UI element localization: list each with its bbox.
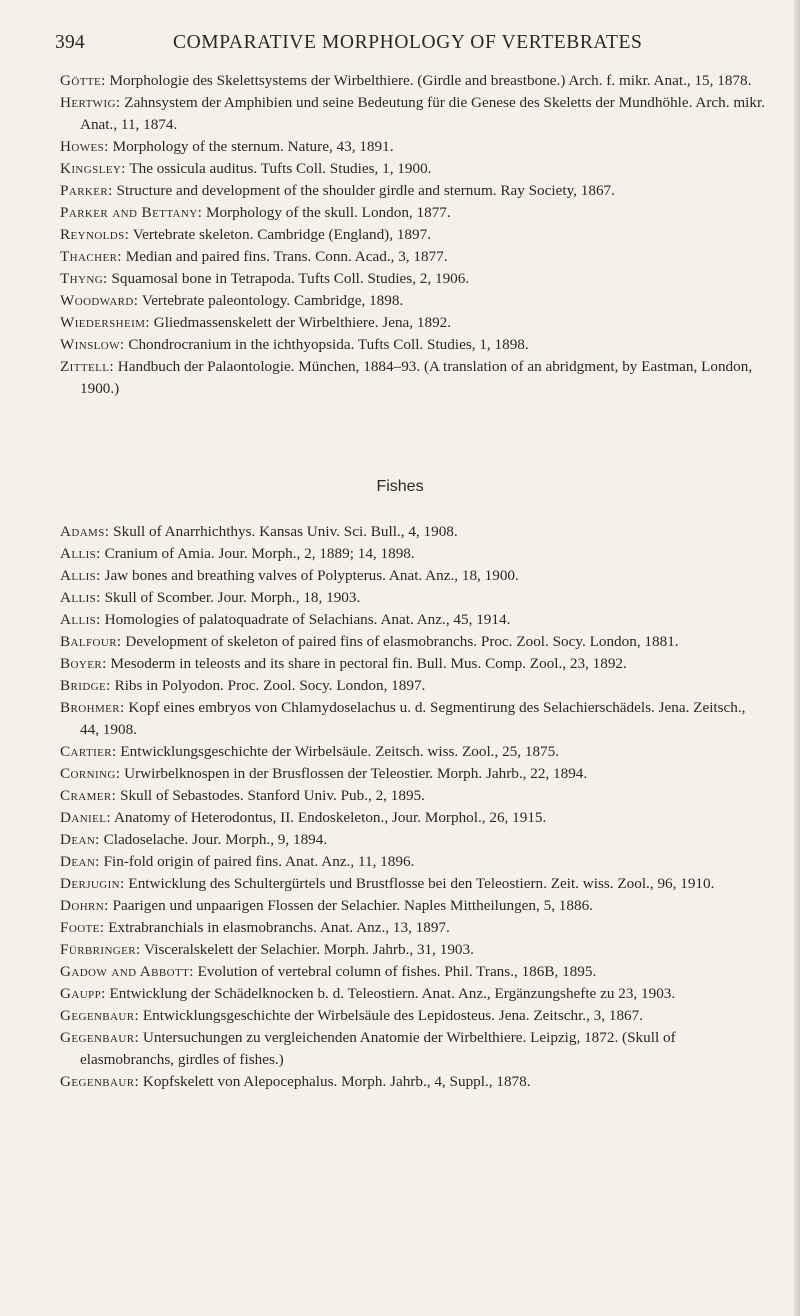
- reference-text: Structure and development of the shoulder girdle and sternum. Ray Society, 1867.: [116, 182, 615, 199]
- reference-text: Ribs in Polyodon. Proc. Zool. Socy. London, 1897.: [114, 677, 426, 694]
- reference-entry: [60, 246, 765, 268]
- reference-entry: [60, 609, 765, 631]
- reference-author: Thacher:: [60, 248, 122, 265]
- reference-author: Gegenbaur:: [60, 1007, 140, 1024]
- reference-author: Hertwig:: [60, 94, 121, 111]
- reference-author: Parker and Bettany:: [60, 204, 203, 221]
- reference-author: Woodward:: [60, 292, 139, 309]
- reference-entry: [60, 356, 765, 400]
- reference-entry: [60, 290, 765, 312]
- reference-text: Homologies of palatoquadrate of Selachians. Anat. Anz., 45, 1914.: [104, 611, 511, 628]
- reference-text: Jaw bones and breathing valves of Polypterus. Anat. Anz., 18, 1900.: [104, 567, 519, 584]
- running-header: [55, 32, 745, 54]
- reference-entry: [60, 180, 765, 202]
- section-heading: Fishes: [376, 478, 424, 495]
- reference-text: Entwicklung des Schultergürtels und Brustflosse bei den Teleostiern. Zeit. wiss. Zool., 96, 1910.: [128, 875, 715, 892]
- reference-entry: [60, 312, 765, 334]
- reference-text: Cladoselache. Jour. Morph., 9, 1894.: [103, 831, 328, 848]
- reference-author: Allis:: [60, 589, 101, 606]
- reference-text: Morphology of the sternum. Nature, 43, 1891.: [112, 138, 394, 155]
- reference-entry: [60, 873, 765, 895]
- reference-text: Kopf eines embryos von Chlamydoselachus u. d. Segmentirung des Selachierschädels. Jena. Zeitsch., 44, 1908.: [80, 699, 746, 738]
- reference-entry: [60, 136, 765, 158]
- reference-text: Vertebrate paleontology. Cambridge, 1898.: [141, 292, 404, 309]
- reference-author: Gegenbaur:: [60, 1073, 140, 1090]
- reference-entry: [60, 224, 765, 246]
- reference-entry: [60, 917, 765, 939]
- reference-entry: [60, 961, 765, 983]
- reference-author: Winslow:: [60, 336, 125, 353]
- page-number: 394: [55, 32, 85, 53]
- reference-text: Skull of Sebastodes. Stanford Univ. Pub., 2, 1895.: [120, 787, 425, 804]
- reference-text: Morphology of the skull. London, 1877.: [206, 204, 451, 221]
- reference-text: Paarigen und unpaarigen Flossen der Selachier. Naples Mittheilungen, 5, 1886.: [112, 897, 593, 914]
- reference-text: Fin-fold origin of paired fins. Anat. Anz., 11, 1896.: [103, 853, 415, 870]
- reference-text: Skull of Anarrhichthys. Kansas Univ. Sci. Bull., 4, 1908.: [113, 523, 458, 540]
- reference-author: Howes:: [60, 138, 109, 155]
- reference-entry: [60, 521, 765, 543]
- reference-author: Dean:: [60, 831, 100, 848]
- reference-entry: [60, 851, 765, 873]
- page-edge-shadow: [794, 0, 800, 1316]
- reference-author: Zittell:: [60, 358, 114, 375]
- reference-entry: [60, 631, 765, 653]
- reference-author: Kingsley:: [60, 160, 126, 177]
- reference-entry: [60, 983, 765, 1005]
- reference-author: Parker:: [60, 182, 113, 199]
- reference-text: Development of skeleton of paired fins of elasmobranchs. Proc. Zool. Socy. London, 1881.: [125, 633, 679, 650]
- reference-entry: [60, 1071, 765, 1093]
- reference-text: Evolution of vertebral column of fishes. Phil. Trans., 186B, 1895.: [197, 963, 597, 980]
- reference-author: Brohmer:: [60, 699, 125, 716]
- reference-entry: [60, 697, 765, 741]
- reference-author: Gegenbaur:: [60, 1029, 140, 1046]
- reference-author: Cramer:: [60, 787, 117, 804]
- reference-author: Dean:: [60, 853, 100, 870]
- reference-author: Fürbringer:: [60, 941, 141, 958]
- reference-entry: [60, 785, 765, 807]
- reference-text: Median and paired fins. Trans. Conn. Acad., 3, 1877.: [125, 248, 448, 265]
- reference-text: Urwirbelknospen in der Brusflossen der Teleostier. Morph. Jahrb., 22, 1894.: [124, 765, 588, 782]
- reference-text: Handbuch der Palaontologie. München, 1884–93. (A translation of an abridgment, by Eastman, London, 1900.): [80, 358, 753, 397]
- reference-entry: [60, 895, 765, 917]
- reference-text: Entwicklungsgeschichte der Wirbelsäule. Zeitsch. wiss. Zool., 25, 1875.: [120, 743, 560, 760]
- reference-author: Götte:: [60, 72, 106, 89]
- reference-author: Corning:: [60, 765, 121, 782]
- reference-entry: [60, 829, 765, 851]
- reference-entry: [60, 543, 765, 565]
- reference-text: Mesoderm in teleosts and its share in pectoral fin. Bull. Mus. Comp. Zool., 23, 1892.: [110, 655, 627, 672]
- reference-text: Skull of Scomber. Jour. Morph., 18, 1903.: [104, 589, 361, 606]
- reference-entry: [60, 92, 765, 136]
- reference-text: Zahnsystem der Amphibien und seine Bedeutung für die Genese des Skeletts der Mundhöhle. Arch. mikr. Anat., 11, 1874.: [80, 94, 765, 133]
- reference-text: Squamosal bone in Tetrapoda. Tufts Coll. Studies, 2, 1906.: [111, 270, 470, 287]
- reference-entry: [60, 939, 765, 961]
- reference-text: Chondrocranium in the ichthyopsida. Tufts Coll. Studies, 1, 1898.: [128, 336, 529, 353]
- reference-author: Cartier:: [60, 743, 117, 760]
- reference-entry: [60, 587, 765, 609]
- reference-author: Daniel:: [60, 809, 111, 826]
- reference-author: Boyer:: [60, 655, 107, 672]
- reference-author: Allis:: [60, 545, 101, 562]
- reference-entry: [60, 334, 765, 356]
- reference-entry: [60, 675, 765, 697]
- reference-entry: [60, 807, 765, 829]
- reference-text: Entwicklung der Schädelknocken b. d. Teleostiern. Anat. Anz., Ergänzungshefte zu 23, 1903.: [109, 985, 676, 1002]
- reference-text: Extrabranchials in elasmobranchs. Anat. Anz., 13, 1897.: [108, 919, 450, 936]
- reference-text: Gliedmassenskelett der Wirbelthiere. Jena, 1892.: [153, 314, 452, 331]
- reference-entry: [60, 1027, 765, 1071]
- running-title: COMPARATIVE MORPHOLOGY OF VERTEBRATES: [173, 32, 643, 53]
- reference-text: Kopfskelett von Alepocephalus. Morph. Jahrb., 4, Suppl., 1878.: [142, 1073, 531, 1090]
- reference-entry: [60, 202, 765, 224]
- reference-author: Foote:: [60, 919, 105, 936]
- reference-author: Thyng:: [60, 270, 108, 287]
- reference-text: Visceralskelett der Selachier. Morph. Jahrb., 31, 1903.: [144, 941, 474, 958]
- reference-text: The ossicula auditus. Tufts Coll. Studies, 1, 1900.: [129, 160, 432, 177]
- reference-author: Wiedersheim:: [60, 314, 150, 331]
- reference-entry: [60, 565, 765, 587]
- reference-entry: [60, 1005, 765, 1027]
- reference-entry: [60, 158, 765, 180]
- reference-entry: [60, 763, 765, 785]
- reference-text: Morphologie des Skelettsystems der Wirbelthiere. (Girdle and breastbone.) Arch. f. mikr. Anat., 15, 1878.: [109, 72, 752, 89]
- reference-author: Reynolds:: [60, 226, 130, 243]
- reference-author: Allis:: [60, 611, 101, 628]
- reference-list-general: [60, 70, 765, 400]
- reference-author: Balfour:: [60, 633, 122, 650]
- reference-author: Adams:: [60, 523, 110, 540]
- reference-text: Vertebrate skeleton. Cambridge (England), 1897.: [132, 226, 431, 243]
- reference-entry: [60, 268, 765, 290]
- reference-entry: [60, 653, 765, 675]
- reference-text: Entwicklungsgeschichte der Wirbelsäule des Lepidosteus. Jena. Zeitschr., 3, 1867.: [142, 1007, 644, 1024]
- reference-text: Anatomy of Heterodontus, II. Endoskeleton., Jour. Morphol., 26, 1915.: [113, 809, 547, 826]
- reference-author: Allis:: [60, 567, 101, 584]
- reference-list-fishes: [60, 521, 765, 1093]
- reference-text: Cranium of Amia. Jour. Morph., 2, 1889; 14, 1898.: [104, 545, 415, 562]
- reference-entry: [60, 70, 765, 92]
- reference-author: Bridge:: [60, 677, 111, 694]
- reference-text: Untersuchungen zu vergleichenden Anatomie der Wirbelthiere. Leipzig, 1872. (Skull of elasmobranchs, girdles of fishes.): [80, 1029, 676, 1068]
- reference-author: Dohrn:: [60, 897, 109, 914]
- reference-author: Derjugin:: [60, 875, 125, 892]
- reference-author: Gadow and Abbott:: [60, 963, 194, 980]
- reference-author: Gaupp:: [60, 985, 106, 1002]
- reference-entry: [60, 741, 765, 763]
